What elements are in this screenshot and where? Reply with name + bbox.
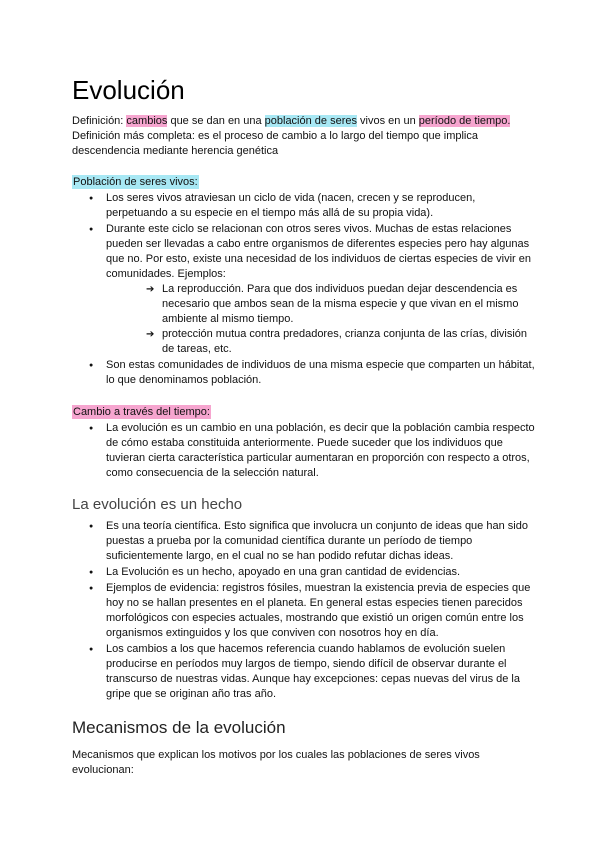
definition-mid2: vivos en un: [356, 115, 419, 127]
highlight-poblacion: población de seres: [264, 115, 357, 127]
poblacion-sublist: [106, 282, 540, 357]
sub-list-item: [146, 282, 540, 327]
poblacion-list: [72, 191, 540, 388]
definition-mid1: que se dan en una: [167, 115, 265, 127]
definition-complete-line2: descendencia mediante herencia genética: [72, 145, 279, 157]
sub-list-item-text: La reproducción. Para que dos individuos puedan dejar descendencia es necesario que ambos sean de la misma especie y que vivan en el mismo ambiente al mismo tiempo.: [162, 283, 519, 325]
list-item: [88, 581, 540, 641]
list-item-text: Los seres vivos atraviesan un ciclo de vida (nacen, crecen y se reproducen, perpetuando a su especie en el tiempo más allá de su propia vida).: [106, 192, 476, 219]
list-item: [88, 565, 540, 580]
list-item-text: La Evolución es un hecho, apoyado en una gran cantidad de evidencias.: [106, 566, 461, 578]
sub-list-item-text: protección mutua contra predadores, crianza conjunta de las crías, división de tareas, etc.: [162, 328, 528, 355]
hecho-list: [72, 519, 540, 702]
sub-list-item: [146, 327, 540, 357]
list-item-text: Ejemplos de evidencia: registros fósiles, muestran la existencia previa de especies que hoy no se hallan presentes en el planeta. En general estas especies tienen parecidos morfológicos con especies actuales, mostrando que existió un origen común entre los organismos extinguidos y los que conviven con nosotros hoy en día.: [106, 582, 531, 639]
list-item: [88, 191, 540, 221]
mecanismos-intro: Mecanismos que explican los motivos por los cuales las poblaciones de seres vivos evolucionan:: [72, 749, 480, 776]
list-item: [88, 358, 540, 388]
list-item-text: Durante este ciclo se relacionan con otros seres vivos. Muchas de estas relaciones pueden ser llevadas a cabo entre organismos de diferentes especies pero hay algunas que no. Por esto, existe una necesidad de los individuos de ciertas especies de vivir en comunidades. Ejemplos:: [106, 223, 531, 280]
list-item: [88, 519, 540, 564]
list-item-text: Es una teoría científica. Esto significa que involucra un conjunto de ideas que han sido puestas a prueba por la comunidad científica durante un período de tiempo suficientemente largo, en el cual no se han podido refutar dichas ideas.: [106, 520, 528, 562]
poblacion-label: Población de seres vivos:: [73, 176, 198, 188]
list-item: [88, 642, 540, 702]
section-heading-hecho: La evolución es un hecho: [72, 496, 243, 513]
definition-line: [72, 114, 540, 129]
definition-prefix: Definición:: [72, 115, 127, 127]
list-item: [88, 421, 540, 481]
list-item: [88, 222, 540, 357]
definition-complete-line1: Definición más completa: es el proceso de cambio a lo largo del tiempo que implica: [72, 130, 478, 142]
section-heading-mecanismos: Mecanismos de la evolución: [72, 718, 286, 737]
list-item-text: Son estas comunidades de individuos de una misma especie que comparten un hábitat, lo que denominamos población.: [106, 359, 535, 386]
list-item-text: La evolución es un cambio en una población, es decir que la población cambia respecto de cómo estaba constituida anteriormente. Puede suceder que los individuos que tuvieran cierta característica particular aumentaran en proporción con respecto a otros, como consecuencia de la selección natural.: [106, 422, 535, 479]
highlight-periodo: período de tiempo.: [418, 115, 511, 127]
highlight-cambios: cambios: [126, 115, 168, 127]
page-title: Evolución: [72, 75, 185, 105]
list-item-text: Los cambios a los que hacemos referencia cuando hablamos de evolución suelen producirse en períodos muy largos de tiempo, siendo difícil de observar durante el transcurso de nuestras vidas. Aunque hay excepciones: cepas nuevas del virus de la gripe que se originan año tras año.: [106, 643, 520, 700]
arrow-right-icon: ➔: [146, 284, 155, 295]
cambio-label: Cambio a través del tiempo:: [73, 406, 210, 418]
cambio-list: [72, 421, 540, 481]
arrow-right-icon: ➔: [146, 329, 155, 340]
